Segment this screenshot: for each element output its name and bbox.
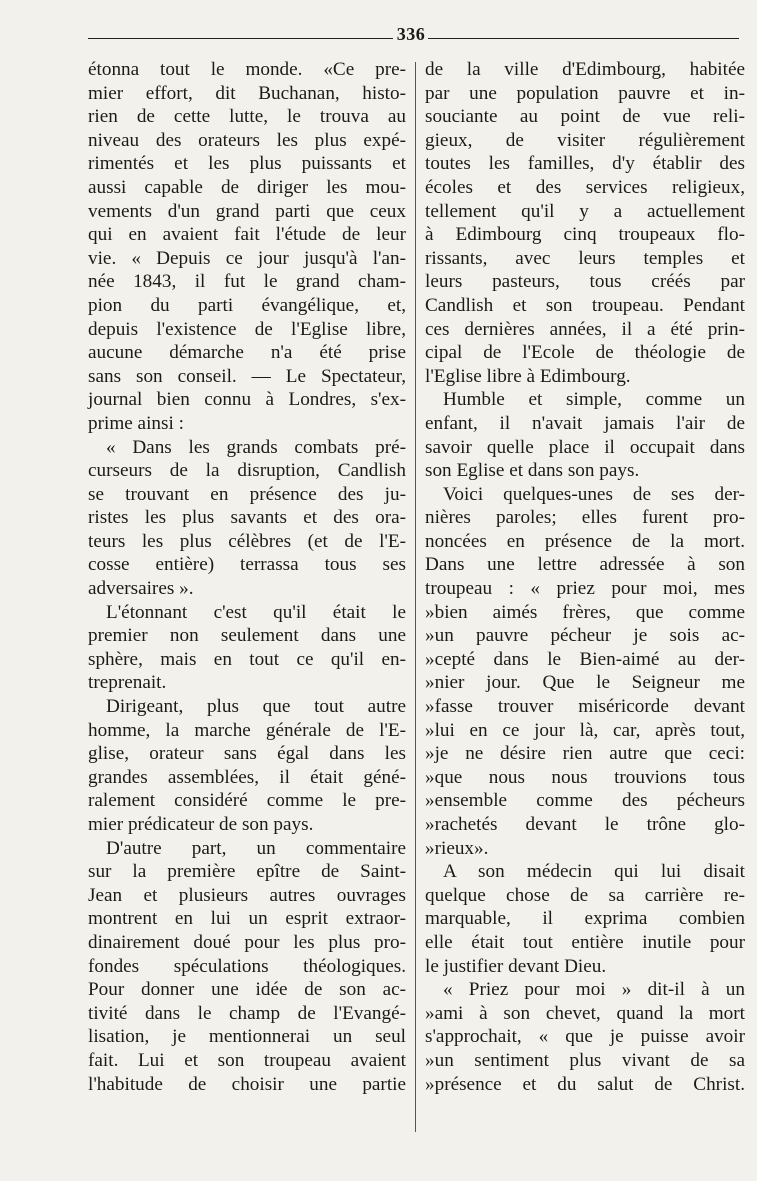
text-line: premier non seulement dans une: [88, 625, 406, 647]
text-line: Dirigeant, plus que tout autre: [106, 696, 406, 718]
text-line: Pour donner une idée de son ac-: [88, 979, 406, 1001]
text-line: Candlish et son troupeau. Pendant: [425, 294, 745, 316]
text-line: « Dans les grands combats pré-: [106, 436, 406, 458]
column-divider: [415, 62, 416, 1132]
text-line: montrent en lui un esprit extraor-: [88, 908, 406, 930]
text-line: nières paroles; elles furent pro-: [425, 507, 745, 529]
text-line: Jean et plusieurs autres ouvrages: [88, 884, 406, 906]
text-line: elle était tout entière inutile pour: [425, 931, 745, 953]
text-line: rissants, avec leurs temples et: [425, 247, 745, 269]
text-line: »présence et du salut de Christ.: [425, 1073, 745, 1095]
page-number: 336: [396, 24, 426, 44]
text-line: cosse entière) terrassa tous ses: [88, 554, 406, 576]
text-line: leurs pasteurs, tous créés par: [425, 271, 745, 293]
text-line: glise, orateur sans égal dans les: [88, 743, 406, 765]
text-line: ralement considéré comme le pre-: [88, 790, 406, 812]
text-line: toutes les familles, d'y établir des: [425, 153, 745, 175]
left-column: [88, 58, 406, 1096]
text-line: fait. Lui et son troupeau avaient: [88, 1049, 406, 1071]
text-line: »ami à son chevet, quand la mort: [425, 1002, 745, 1024]
text-line: troupeau : « priez pour moi, mes: [425, 578, 745, 600]
text-line: « Priez pour moi » dit-il à un: [443, 979, 745, 1001]
text-line: aucune démarche n'a été prise: [88, 342, 406, 364]
text-line: »que nous nous trouvions tous: [425, 766, 745, 788]
text-line: écoles et des services religieux,: [425, 176, 745, 198]
text-line: tellement qu'il y a actuellement: [425, 200, 745, 222]
text-line: se trouvant en présence des ju-: [88, 483, 406, 505]
text-line: »un pauvre pécheur je sois ac-: [425, 625, 745, 647]
text-line: »cepté dans le Bien-aimé au der-: [425, 648, 745, 670]
header-rule-right: [428, 38, 739, 39]
text-line: pion du parti évangélique, et,: [88, 294, 406, 316]
text-line: par une population pauvre et in-: [425, 82, 745, 104]
text-line: son Eglise et dans son pays.: [425, 460, 640, 482]
text-line: »bien aimés frères, que comme: [425, 601, 745, 623]
text-line: enfant, il n'avait jamais l'air de: [425, 412, 745, 434]
text-line: »nier jour. Que le Seigneur me: [425, 672, 745, 694]
text-line: niveau des orateurs les plus expé-: [88, 129, 406, 151]
text-line: Humble et simple, comme un: [443, 389, 745, 411]
text-line: souciante au point de vue reli-: [425, 106, 745, 128]
text-line: l'habitude de choisir une partie: [88, 1073, 406, 1095]
text-line: quelque chose de sa carrière re-: [425, 884, 745, 906]
text-line: cipal de l'Ecole de théologie de: [425, 342, 745, 364]
text-line: »ensemble comme des pécheurs: [425, 790, 745, 812]
text-line: A son médecin qui lui disait: [443, 861, 745, 883]
text-line: Dans une lettre adressée à son: [425, 554, 745, 576]
text-line: depuis l'existence de l'Eglise libre,: [88, 318, 406, 340]
text-line: sur la première epître de Saint-: [88, 861, 406, 883]
text-line: teurs les plus célèbres (et de l'E-: [88, 530, 406, 552]
text-line: »fasse trouver miséricorde devant: [425, 696, 745, 718]
text-line: à Edimbourg cinq troupeaux flo-: [425, 224, 745, 246]
text-line: sans son conseil. — Le Spectateur,: [88, 365, 406, 387]
text-line: curseurs de la disruption, Candlish: [88, 460, 406, 482]
text-line: treprenait.: [88, 672, 167, 694]
text-line: ristes les plus savants et des ora-: [88, 507, 406, 529]
text-line: rimentés et les plus puissants et: [88, 153, 406, 175]
text-line: aussi capable de diriger les mou-: [88, 176, 406, 198]
text-line: »rachetés devant le trône glo-: [425, 814, 745, 835]
text-line: dinairement doué pour les plus pro-: [88, 931, 406, 953]
text-line: adversaires ».: [88, 578, 194, 600]
text-line: le justifier devant Dieu.: [425, 955, 607, 977]
text-line: prime ainsi :: [88, 412, 184, 434]
text-line: homme, la marche générale de l'E-: [88, 719, 406, 741]
text-line: ces dernières années, il a été prin-: [425, 318, 745, 340]
text-line: journal bien connu à Londres, s'ex-: [88, 389, 406, 411]
text-line: rien de cette lutte, le trouva au: [88, 106, 406, 128]
text-line: noncées en présence de la mort.: [425, 530, 745, 552]
text-line: tivité dans le champ de l'Evangé-: [88, 1002, 406, 1024]
text-line: l'Eglise libre à Edimbourg.: [425, 365, 631, 387]
text-line: s'approchait, « que je puisse avoir: [425, 1026, 745, 1048]
text-line: »un sentiment plus vivant de sa: [425, 1049, 745, 1071]
text-line: mier effort, dit Buchanan, histo-: [88, 82, 406, 104]
text-line: lisation, je mentionnerai un seul: [88, 1026, 406, 1048]
header-rule-left: [88, 38, 393, 39]
text-line: gieux, de visiter régulièrement: [425, 129, 745, 151]
text-line: L'étonnant c'est qu'il était le: [106, 601, 406, 623]
text-line: marquable, il exprima combien: [425, 908, 745, 930]
right-column: [425, 58, 745, 1096]
text-line: étonna tout le monde. «Ce pre-: [88, 59, 406, 80]
text-line: Voici quelques-unes de ses der-: [443, 483, 745, 505]
text-line: qui en avaient fait l'étude de leur: [88, 224, 406, 246]
text-line: »rieux».: [425, 837, 489, 859]
text-line: savoir quelle place il occupait dans: [425, 436, 745, 458]
text-line: née 1843, il fut le grand cham-: [88, 271, 406, 293]
text-line: fondes spéculations théologiques.: [88, 955, 406, 977]
text-line: sphère, mais en tout ce qu'il en-: [88, 648, 406, 670]
text-line: de la ville d'Edimbourg, habitée: [425, 59, 745, 80]
text-line: »lui en ce jour là, car, après tout,: [425, 719, 745, 741]
text-line: »je ne désire rien autre que ceci:: [425, 743, 745, 765]
text-line: mier prédicateur de son pays.: [88, 814, 314, 835]
text-line: vie. « Depuis ce jour jusqu'à l'an-: [88, 247, 406, 269]
text-line: vements d'un grand parti que ceux: [88, 200, 406, 222]
text-line: grandes assemblées, il était géné-: [88, 766, 406, 788]
text-line: D'autre part, un commentaire: [106, 837, 406, 859]
